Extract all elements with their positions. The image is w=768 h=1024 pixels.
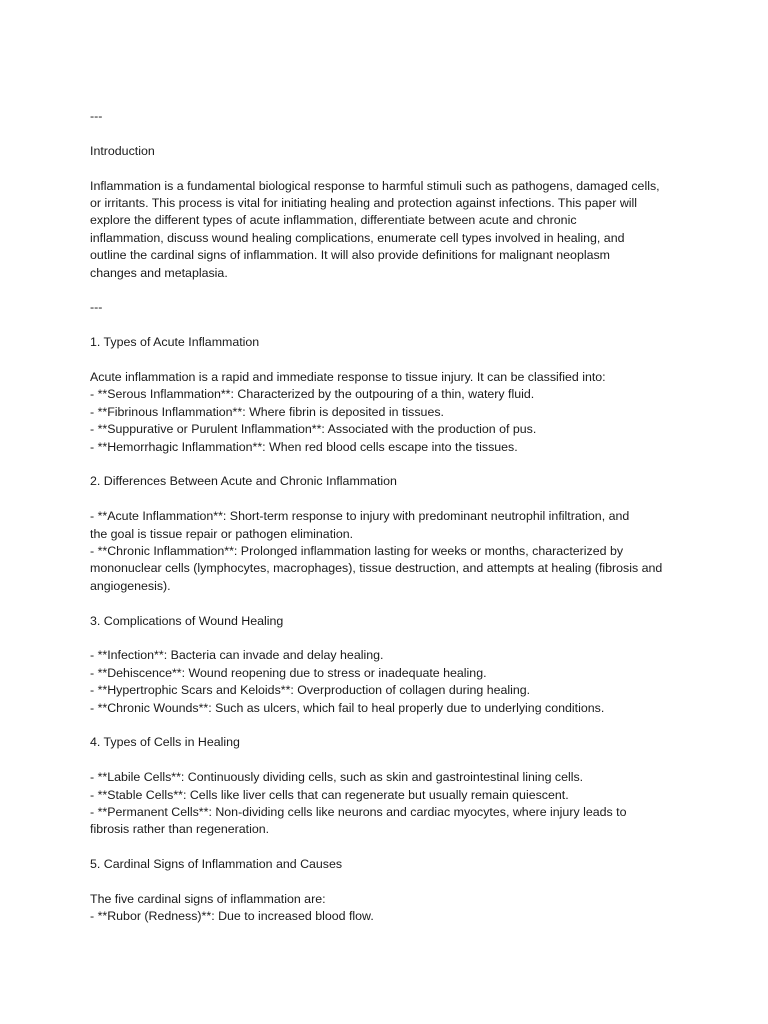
text-line: fibrosis rather than regeneration. bbox=[90, 822, 270, 837]
section-heading: 4. Types of Cells in Healing bbox=[90, 735, 240, 750]
text-line: mononuclear cells (lymphocytes, macrophages), tissue destruction, and attempts at healing (fibrosis and bbox=[90, 561, 663, 576]
section-divider: --- bbox=[90, 109, 103, 123]
text-line: inflammation, discuss wound healing complications, enumerate cell types involved in healing, and bbox=[90, 230, 625, 245]
list-item: - **Acute Inflammation**: Short-term response to injury with predominant neutrophil infiltration, and bbox=[90, 509, 630, 524]
blank-line bbox=[90, 456, 698, 473]
text-line: or irritants. This process is vital for initiating healing and protection against infections. This paper will bbox=[90, 196, 638, 210]
section-heading: 3. Complications of Wound Healing bbox=[90, 613, 284, 628]
blank-line bbox=[90, 160, 698, 177]
list-item: - **Chronic Wounds**: Such as ulcers, which fail to heal properly due to underlying conditions. bbox=[90, 700, 605, 715]
blank-line bbox=[90, 874, 698, 891]
blank-line bbox=[90, 595, 698, 612]
list-item: - **Stable Cells**: Cells like liver cells that can regenerate but usually remain quiescent. bbox=[90, 787, 569, 802]
list-item: - **Rubor (Redness)**: Due to increased blood flow. bbox=[90, 909, 374, 924]
blank-line bbox=[90, 125, 698, 142]
section-heading: Introduction bbox=[90, 143, 155, 158]
text-line: outline the cardinal signs of inflammation. It will also provide definitions for malignant neoplasm bbox=[90, 248, 610, 263]
text-line: changes and metaplasia. bbox=[90, 265, 228, 280]
list-item: - **Permanent Cells**: Non-dividing cells like neurons and cardiac myocytes, where injury leads to bbox=[90, 805, 627, 820]
section-heading: 5. Cardinal Signs of Inflammation and Causes bbox=[90, 857, 343, 872]
blank-line bbox=[90, 717, 698, 734]
list-item: - **Suppurative or Purulent Inflammation**: Associated with the production of pus. bbox=[90, 422, 537, 437]
text-line: Inflammation is a fundamental biological response to harmful stimuli such as pathogens, damaged cells, bbox=[90, 178, 660, 193]
blank-line bbox=[90, 491, 698, 508]
text-line: angiogenesis). bbox=[90, 578, 171, 593]
blank-line bbox=[90, 752, 698, 769]
text-line: The five cardinal signs of inflammation are: bbox=[90, 892, 326, 907]
section-heading: 2. Differences Between Acute and Chronic Inflammation bbox=[90, 474, 397, 489]
list-item: - **Fibrinous Inflammation**: Where fibrin is deposited in tissues. bbox=[90, 404, 444, 419]
section-divider: --- bbox=[90, 300, 103, 315]
blank-line bbox=[90, 282, 698, 299]
list-item: - **Infection**: Bacteria can invade and delay healing. bbox=[90, 648, 384, 663]
blank-line bbox=[90, 839, 698, 856]
blank-line bbox=[90, 630, 698, 647]
text-line: Acute inflammation is a rapid and immediate response to tissue injury. It can be classified into: bbox=[90, 370, 606, 385]
list-item: - **Hypertrophic Scars and Keloids**: Overproduction of collagen during healing. bbox=[90, 683, 531, 698]
section-heading: 1. Types of Acute Inflammation bbox=[90, 335, 260, 350]
text-line: the goal is tissue repair or pathogen elimination. bbox=[90, 526, 354, 541]
blank-line bbox=[90, 317, 698, 334]
text-line: explore the different types of acute inflammation, differentiate between acute and chronic bbox=[90, 213, 577, 228]
list-item: - **Chronic Inflammation**: Prolonged inflammation lasting for weeks or months, characterized by bbox=[90, 544, 624, 559]
list-item: - **Labile Cells**: Continuously dividing cells, such as skin and gastrointestinal lining cells. bbox=[90, 770, 584, 785]
list-item: - **Dehiscence**: Wound reopening due to stress or inadequate healing. bbox=[90, 665, 487, 680]
list-item: - **Hemorrhagic Inflammation**: When red blood cells escape into the tissues. bbox=[90, 439, 518, 454]
list-item: - **Serous Inflammation**: Characterized by the outpouring of a thin, watery fluid. bbox=[90, 387, 535, 402]
blank-line bbox=[90, 352, 698, 369]
